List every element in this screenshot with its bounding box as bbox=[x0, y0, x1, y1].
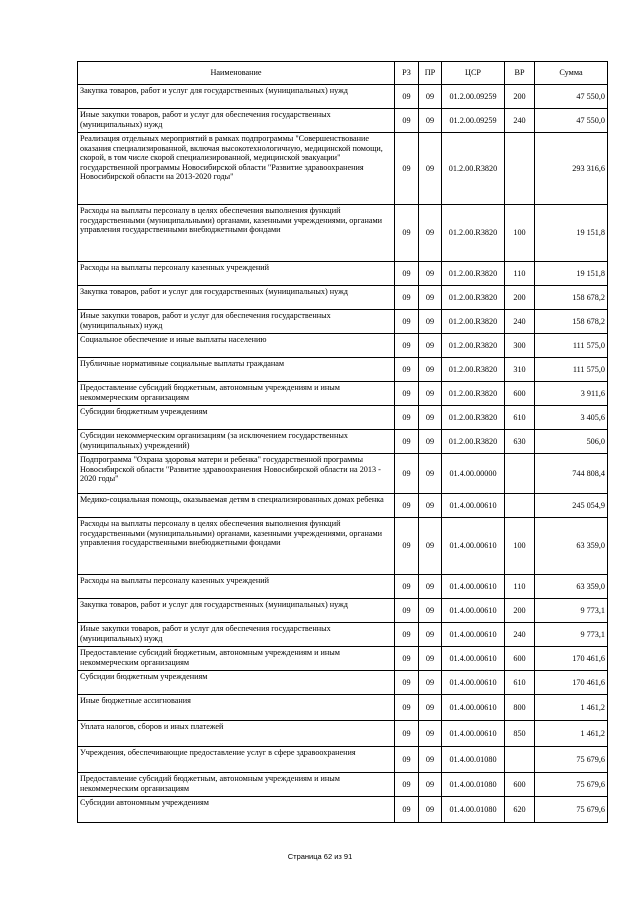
cell-name: Предоставление субсидий бюджетным, автономным учреждениям и иным некоммерческим организациям bbox=[78, 647, 395, 671]
cell-vr bbox=[505, 454, 535, 494]
cell-name: Расходы на выплаты персоналу казенных учреждений bbox=[78, 575, 395, 599]
table-row bbox=[78, 747, 608, 773]
cell-sum: 75 679,6 bbox=[535, 747, 608, 773]
table-row bbox=[78, 133, 608, 205]
cell-csr: 01.2.00.09259 bbox=[442, 85, 505, 109]
cell-sum: 170 461,6 bbox=[535, 671, 608, 695]
cell-csr: 01.4.00.00000 bbox=[442, 454, 505, 494]
cell-rz: 09 bbox=[395, 647, 419, 671]
header-rz: РЗ bbox=[395, 62, 419, 85]
cell-rz: 09 bbox=[395, 133, 419, 205]
cell-pr: 09 bbox=[419, 133, 442, 205]
cell-pr: 09 bbox=[419, 671, 442, 695]
cell-name: Субсидии некоммерческим организациям (за исключением государственных (муниципальных) учреждений) bbox=[78, 430, 395, 454]
cell-pr: 09 bbox=[419, 406, 442, 430]
cell-csr: 01.2.00.R3820 bbox=[442, 310, 505, 334]
cell-name: Предоставление субсидий бюджетным, автономным учреждениям и иным некоммерческим организациям bbox=[78, 773, 395, 797]
cell-rz: 09 bbox=[395, 406, 419, 430]
cell-csr: 01.2.00.R3820 bbox=[442, 262, 505, 286]
cell-pr: 09 bbox=[419, 205, 442, 262]
cell-name: Иные закупки товаров, работ и услуг для обеспечения государственных (муниципальных) нужд bbox=[78, 623, 395, 647]
cell-rz: 09 bbox=[395, 599, 419, 623]
cell-csr: 01.4.00.00610 bbox=[442, 671, 505, 695]
cell-sum: 744 808,4 bbox=[535, 454, 608, 494]
cell-vr bbox=[505, 133, 535, 205]
cell-rz: 09 bbox=[395, 205, 419, 262]
cell-vr: 240 bbox=[505, 623, 535, 647]
cell-name: Иные бюджетные ассигнования bbox=[78, 695, 395, 721]
cell-vr: 100 bbox=[505, 518, 535, 575]
table-row bbox=[78, 406, 608, 430]
cell-rz: 09 bbox=[395, 494, 419, 518]
cell-pr: 09 bbox=[419, 382, 442, 406]
table-row bbox=[78, 358, 608, 382]
table-row bbox=[78, 85, 608, 109]
table-row bbox=[78, 773, 608, 797]
cell-csr: 01.4.00.00610 bbox=[442, 575, 505, 599]
table-row bbox=[78, 797, 608, 823]
cell-sum: 111 575,0 bbox=[535, 334, 608, 358]
table-row bbox=[78, 575, 608, 599]
cell-sum: 3 911,6 bbox=[535, 382, 608, 406]
table-row bbox=[78, 721, 608, 747]
cell-vr: 200 bbox=[505, 85, 535, 109]
table-row bbox=[78, 430, 608, 454]
cell-sum: 245 054,9 bbox=[535, 494, 608, 518]
cell-name: Субсидии бюджетным учреждениям bbox=[78, 671, 395, 695]
cell-sum: 47 550,0 bbox=[535, 85, 608, 109]
cell-vr: 240 bbox=[505, 109, 535, 133]
table-row bbox=[78, 334, 608, 358]
cell-pr: 09 bbox=[419, 721, 442, 747]
cell-csr: 01.4.00.00610 bbox=[442, 518, 505, 575]
cell-rz: 09 bbox=[395, 671, 419, 695]
cell-name: Расходы на выплаты персоналу казенных учреждений bbox=[78, 262, 395, 286]
cell-name: Учреждения, обеспечивающие предоставление услуг в сфере здравоохранения bbox=[78, 747, 395, 773]
cell-pr: 09 bbox=[419, 109, 442, 133]
cell-pr: 09 bbox=[419, 494, 442, 518]
cell-vr: 850 bbox=[505, 721, 535, 747]
cell-pr: 09 bbox=[419, 286, 442, 310]
cell-pr: 09 bbox=[419, 773, 442, 797]
cell-vr: 600 bbox=[505, 773, 535, 797]
cell-rz: 09 bbox=[395, 575, 419, 599]
cell-pr: 09 bbox=[419, 518, 442, 575]
table-row bbox=[78, 262, 608, 286]
cell-csr: 01.4.00.00610 bbox=[442, 494, 505, 518]
cell-csr: 01.4.00.00610 bbox=[442, 721, 505, 747]
cell-vr: 110 bbox=[505, 262, 535, 286]
cell-csr: 01.2.00.09259 bbox=[442, 109, 505, 133]
cell-pr: 09 bbox=[419, 623, 442, 647]
table-row bbox=[78, 109, 608, 133]
cell-vr: 240 bbox=[505, 310, 535, 334]
header-sum: Сумма bbox=[535, 62, 608, 85]
cell-pr: 09 bbox=[419, 262, 442, 286]
cell-sum: 158 678,2 bbox=[535, 286, 608, 310]
cell-pr: 09 bbox=[419, 747, 442, 773]
table-body bbox=[78, 85, 608, 823]
table-row bbox=[78, 647, 608, 671]
table-row bbox=[78, 310, 608, 334]
cell-pr: 09 bbox=[419, 575, 442, 599]
budget-table bbox=[77, 61, 608, 823]
table-header-row bbox=[78, 62, 608, 85]
cell-name: Расходы на выплаты персоналу в целях обеспечения выполнения функций государственными (муниципальными) органами, казенными учреждениями, органами управления государственными внебюджетными фондами bbox=[78, 518, 395, 575]
cell-name: Субсидии бюджетным учреждениям bbox=[78, 406, 395, 430]
cell-rz: 09 bbox=[395, 797, 419, 823]
cell-csr: 01.2.00.R3820 bbox=[442, 406, 505, 430]
cell-sum: 506,0 bbox=[535, 430, 608, 454]
cell-pr: 09 bbox=[419, 85, 442, 109]
cell-vr: 600 bbox=[505, 382, 535, 406]
cell-sum: 111 575,0 bbox=[535, 358, 608, 382]
cell-sum: 47 550,0 bbox=[535, 109, 608, 133]
table-row bbox=[78, 454, 608, 494]
cell-sum: 75 679,6 bbox=[535, 797, 608, 823]
cell-vr: 620 bbox=[505, 797, 535, 823]
cell-sum: 19 151,8 bbox=[535, 262, 608, 286]
cell-pr: 09 bbox=[419, 334, 442, 358]
cell-csr: 01.2.00.R3820 bbox=[442, 430, 505, 454]
cell-name: Закупка товаров, работ и услуг для государственных (муниципальных) нужд bbox=[78, 599, 395, 623]
cell-name: Реализация отдельных мероприятий в рамках подпрограммы "Совершенствование оказания специализированной, включая высокотехнологичную, медицинской помощи, скорой, в том числе скорой специализированной, медицинской эвакуации" государственной программы Новосибирской области "Развитие здравоохранения Новосибирской области на 2013-2020 годы" bbox=[78, 133, 395, 205]
cell-vr: 610 bbox=[505, 406, 535, 430]
cell-vr: 610 bbox=[505, 671, 535, 695]
cell-rz: 09 bbox=[395, 286, 419, 310]
header-name: Наименование bbox=[78, 62, 395, 85]
table-row bbox=[78, 695, 608, 721]
cell-rz: 09 bbox=[395, 358, 419, 382]
cell-name: Социальное обеспечение и иные выплаты населению bbox=[78, 334, 395, 358]
header-pr: ПР bbox=[419, 62, 442, 85]
cell-sum: 170 461,6 bbox=[535, 647, 608, 671]
table-row bbox=[78, 205, 608, 262]
cell-sum: 3 405,6 bbox=[535, 406, 608, 430]
cell-csr: 01.2.00.R3820 bbox=[442, 133, 505, 205]
cell-name: Подпрограмма "Охрана здоровья матери и ребенка" государственной программы Новосибирской области "Развитие здравоохранения Новосибирской области на 2013 - 2020 годы" bbox=[78, 454, 395, 494]
table-row bbox=[78, 286, 608, 310]
cell-pr: 09 bbox=[419, 358, 442, 382]
cell-csr: 01.2.00.R3820 bbox=[442, 205, 505, 262]
cell-pr: 09 bbox=[419, 797, 442, 823]
cell-vr bbox=[505, 747, 535, 773]
cell-csr: 01.4.00.01080 bbox=[442, 773, 505, 797]
cell-csr: 01.4.00.00610 bbox=[442, 647, 505, 671]
cell-vr: 600 bbox=[505, 647, 535, 671]
cell-sum: 19 151,8 bbox=[535, 205, 608, 262]
table-row bbox=[78, 382, 608, 406]
cell-name: Медико-социальная помощь, оказываемая детям в специализированных домах ребенка bbox=[78, 494, 395, 518]
cell-vr: 800 bbox=[505, 695, 535, 721]
cell-csr: 01.4.00.01080 bbox=[442, 747, 505, 773]
cell-sum: 158 678,2 bbox=[535, 310, 608, 334]
cell-name: Иные закупки товаров, работ и услуг для обеспечения государственных (муниципальных) нужд bbox=[78, 310, 395, 334]
cell-rz: 09 bbox=[395, 109, 419, 133]
cell-csr: 01.4.00.00610 bbox=[442, 695, 505, 721]
cell-pr: 09 bbox=[419, 599, 442, 623]
cell-csr: 01.4.00.00610 bbox=[442, 599, 505, 623]
cell-rz: 09 bbox=[395, 85, 419, 109]
cell-rz: 09 bbox=[395, 310, 419, 334]
cell-name: Предоставление субсидий бюджетным, автономным учреждениям и иным некоммерческим организациям bbox=[78, 382, 395, 406]
cell-pr: 09 bbox=[419, 454, 442, 494]
table-row bbox=[78, 623, 608, 647]
cell-sum: 63 359,0 bbox=[535, 575, 608, 599]
cell-csr: 01.4.00.01080 bbox=[442, 797, 505, 823]
cell-csr: 01.2.00.R3820 bbox=[442, 382, 505, 406]
cell-sum: 293 316,6 bbox=[535, 133, 608, 205]
cell-name: Иные закупки товаров, работ и услуг для обеспечения государственных (муниципальных) нужд bbox=[78, 109, 395, 133]
cell-sum: 1 461,2 bbox=[535, 721, 608, 747]
cell-pr: 09 bbox=[419, 310, 442, 334]
cell-rz: 09 bbox=[395, 747, 419, 773]
cell-vr: 100 bbox=[505, 205, 535, 262]
table-row bbox=[78, 671, 608, 695]
cell-rz: 09 bbox=[395, 334, 419, 358]
cell-name: Субсидии автономным учреждениям bbox=[78, 797, 395, 823]
cell-rz: 09 bbox=[395, 623, 419, 647]
cell-csr: 01.2.00.R3820 bbox=[442, 286, 505, 310]
cell-vr: 200 bbox=[505, 286, 535, 310]
page-number: Страница 62 из 91 bbox=[287, 852, 353, 861]
cell-vr: 310 bbox=[505, 358, 535, 382]
table-row bbox=[78, 599, 608, 623]
cell-sum: 75 679,6 bbox=[535, 773, 608, 797]
cell-rz: 09 bbox=[395, 454, 419, 494]
cell-vr: 630 bbox=[505, 430, 535, 454]
cell-sum: 1 461,2 bbox=[535, 695, 608, 721]
cell-csr: 01.2.00.R3820 bbox=[442, 358, 505, 382]
cell-rz: 09 bbox=[395, 382, 419, 406]
cell-name: Расходы на выплаты персоналу в целях обеспечения выполнения функций государственными (муниципальными) органами, казенными учреждениями, органами управления государственными внебюджетными фондами bbox=[78, 205, 395, 262]
cell-pr: 09 bbox=[419, 647, 442, 671]
cell-sum: 63 359,0 bbox=[535, 518, 608, 575]
header-csr: ЦСР bbox=[442, 62, 505, 85]
header-vr: ВР bbox=[505, 62, 535, 85]
cell-csr: 01.2.00.R3820 bbox=[442, 334, 505, 358]
cell-name: Закупка товаров, работ и услуг для государственных (муниципальных) нужд bbox=[78, 85, 395, 109]
cell-sum: 9 773,1 bbox=[535, 623, 608, 647]
cell-rz: 09 bbox=[395, 518, 419, 575]
cell-rz: 09 bbox=[395, 721, 419, 747]
cell-rz: 09 bbox=[395, 773, 419, 797]
cell-rz: 09 bbox=[395, 262, 419, 286]
cell-pr: 09 bbox=[419, 695, 442, 721]
table-row bbox=[78, 518, 608, 575]
cell-name: Уплата налогов, сборов и иных платежей bbox=[78, 721, 395, 747]
cell-csr: 01.4.00.00610 bbox=[442, 623, 505, 647]
cell-pr: 09 bbox=[419, 430, 442, 454]
cell-vr: 200 bbox=[505, 599, 535, 623]
cell-name: Публичные нормативные социальные выплаты гражданам bbox=[78, 358, 395, 382]
cell-vr bbox=[505, 494, 535, 518]
cell-name: Закупка товаров, работ и услуг для государственных (муниципальных) нужд bbox=[78, 286, 395, 310]
cell-vr: 110 bbox=[505, 575, 535, 599]
table-row bbox=[78, 494, 608, 518]
cell-sum: 9 773,1 bbox=[535, 599, 608, 623]
cell-vr: 300 bbox=[505, 334, 535, 358]
cell-rz: 09 bbox=[395, 430, 419, 454]
cell-rz: 09 bbox=[395, 695, 419, 721]
